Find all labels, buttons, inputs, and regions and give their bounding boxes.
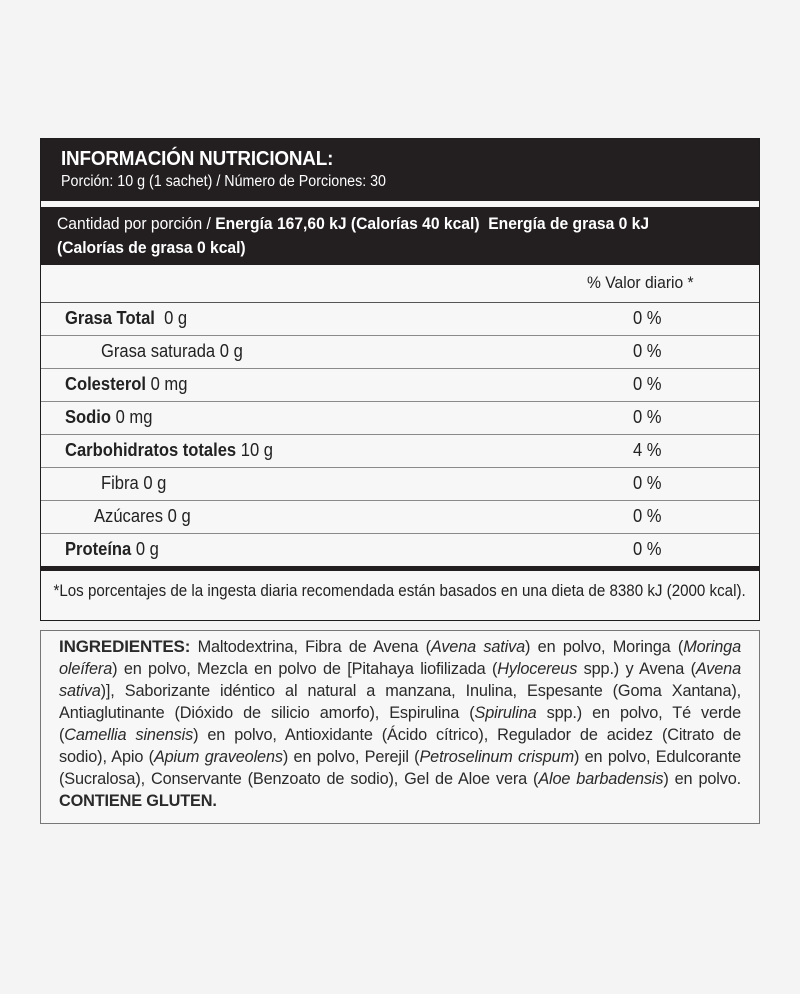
footnote: *Los porcentajes de la ingesta diaria recomendada están basados en una dieta de 8380 kJ (2000 kcal). bbox=[53, 581, 746, 600]
nutrient-row bbox=[41, 501, 759, 534]
nutrition-header bbox=[41, 139, 759, 201]
nutrient-row bbox=[41, 336, 759, 369]
nutrient-label: Carbohidratos totales bbox=[65, 440, 237, 460]
nutrient-amount: 0 g bbox=[163, 506, 191, 526]
nutrient-label: Fibra bbox=[101, 473, 139, 493]
energy-prefix: Cantidad por porción / bbox=[57, 214, 216, 233]
nutrient-amount: 0 mg bbox=[111, 407, 153, 427]
nutrient-amount: 0 g bbox=[131, 539, 159, 559]
nutrient-amount: 10 g bbox=[236, 440, 273, 460]
ingredients-panel bbox=[40, 630, 760, 824]
nutrient-pct: 4 % bbox=[633, 440, 662, 460]
fat-calories-value: (Calorías de grasa 0 kcal) bbox=[57, 238, 246, 257]
energy-info bbox=[41, 207, 759, 265]
nutrition-title: INFORMACIÓN NUTRICIONAL: bbox=[61, 147, 334, 170]
nutrient-label: Grasa saturada bbox=[101, 341, 216, 361]
energy-value: Energía 167,60 kJ (Calorías 40 kcal) bbox=[215, 214, 480, 233]
nutrient-pct: 0 % bbox=[633, 374, 662, 394]
nutrient-pct: 0 % bbox=[633, 539, 662, 559]
nutrient-row bbox=[41, 468, 759, 501]
nutrient-pct: 0 % bbox=[633, 407, 662, 427]
ingredients-label: INGREDIENTES: bbox=[59, 637, 191, 656]
nutrient-row bbox=[41, 402, 759, 435]
nutrient-label: Azúcares bbox=[94, 506, 164, 526]
nutrient-label: Grasa Total bbox=[65, 308, 155, 328]
nutrient-row bbox=[41, 303, 759, 336]
fat-energy-value: Energía de grasa 0 kJ bbox=[488, 214, 650, 233]
nutrient-label: Colesterol bbox=[65, 374, 146, 394]
nutrient-pct: 0 % bbox=[633, 341, 662, 361]
daily-value-header: % Valor diario * bbox=[41, 265, 759, 303]
ingredients-text: INGREDIENTES: Maltodextrina, Fibra de Avena (Avena sativa) en polvo, Moringa (Moringa oleífera) en polvo, Mezcla en polvo de [Pitahaya liofilizada (Hylocereus spp.) y Avena (Avena sativa)], Saborizante idéntico al natural a manzana, Inulina, Espesante (Goma Xantana), Antiaglutinante (Dióxido de silicio amorfo), Espirulina (Spirulina spp.) en polvo, Té verde (Camellia sinensis) en polvo, Antioxidante (Ácido cítrico), Regulador de acidez (Citrato de sodio), Apio (Apium graveolens) en polvo, Perejil (Petroselinum crispum) en polvo, Edulcorante (Sucralosa), Conservante (Benzoato de sodio), Gel de Aloe vera (Aloe barbadensis) en polvo. CONTIENE GLUTEN. bbox=[59, 637, 741, 810]
nutrient-amount: 0 mg bbox=[145, 374, 188, 394]
nutrient-pct: 0 % bbox=[633, 506, 662, 526]
nutrient-pct: 0 % bbox=[633, 308, 662, 328]
nutrient-label: Proteína bbox=[65, 539, 132, 559]
nutrient-amount: 0 g bbox=[215, 341, 243, 361]
nutrient-label: Sodio bbox=[65, 407, 111, 427]
nutrient-row bbox=[41, 435, 759, 468]
nutrient-amount: 0 g bbox=[138, 473, 167, 493]
nutrient-amount: 0 g bbox=[154, 308, 188, 328]
nutrient-pct: 0 % bbox=[633, 473, 662, 493]
nutrition-facts-panel bbox=[40, 138, 760, 621]
gluten-warning: CONTIENE GLUTEN. bbox=[59, 792, 217, 810]
nutrient-row bbox=[41, 534, 759, 566]
nutrient-row bbox=[41, 369, 759, 402]
serving-info: Porción: 10 g (1 sachet) / Número de Porciones: 30 bbox=[61, 173, 386, 190]
